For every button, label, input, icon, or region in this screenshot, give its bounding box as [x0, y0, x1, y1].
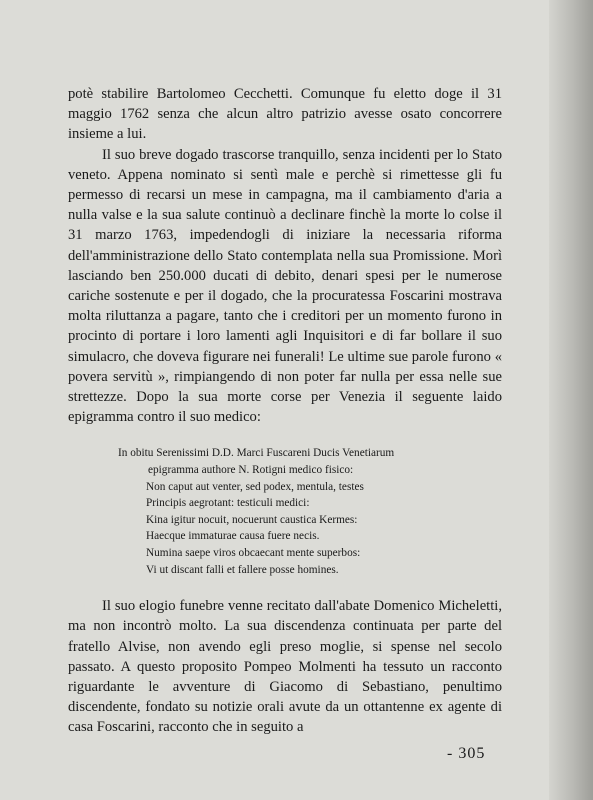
epigram-verse: Kina igitur nocuit, nocuerunt caustica Kermes:	[146, 513, 358, 526]
facing-page-edge	[549, 0, 593, 800]
epigram-heading: In obitu Serenissimi D.D. Marci Fuscareni Ducis Venetiarum	[118, 447, 395, 460]
paragraph-1: potè stabilire Bartolomeo Cecchetti. Comunque fu eletto doge il 31 maggio 1762 senza che alcun altro patrizio avesse osato concorrere insieme a lui.	[68, 86, 502, 143]
page-number: - 305	[447, 745, 486, 762]
main-text	[68, 84, 502, 738]
epigram-verse: Non caput aut venter, sed podex, mentula, testes	[146, 480, 364, 493]
epigram-block	[118, 445, 502, 578]
paragraph-2: Il suo breve dogado trascorse tranquillo, senza incidenti per lo Stato veneto. Appena nominato si sentì male e perchè si rimettesse gli fu permesso di recarsi un mese in campagna, ma il cambiamento d'aria a nulla valse e la sua salute continuò a declinare finchè la morte lo colse il 31 marzo 1763, impedendogli di iniziare la necessaria riforma dell'amministrazione dello Stato contemplata nella sua Promissione. Morì lasciando ben 250.000 ducati di debito, denari spesi per le numerose cariche sostenute e per il dogado, che la procuratessa Foscarini mostrava molta riluttanza a pagare, tanto che i creditori per un momento furono in procinto di portare i loro lamenti agli Inquisitori e di far bollare il suo simulacro, che doveva figurare nei funerali! Le ultime sue parole furono « povera servitù », rimpiangendo di non poter far nulla per essa nelle sue strettezze. Dopo la sua morte corse per Venezia il seguente laido epigramma contro il suo medico:	[68, 146, 502, 426]
epigram-verse: Vi ut discant falli et fallere posse homines.	[146, 563, 339, 576]
epigram-verse: Haecque immaturae causa fuere necis.	[146, 530, 320, 543]
bleed-through-text	[565, 70, 587, 760]
epigram-author: epigramma authore N. Rotigni medico fisico:	[148, 464, 354, 477]
epigram-verse: Numina saepe viros obcaecant mente superbos:	[146, 547, 361, 560]
paragraph-3: Il suo elogio funebre venne recitato dall'abate Domenico Micheletti, ma non incontrò molto. La sua discendenza continuata per parte del fratello Alvise, non avendo egli preso moglie, si spense nel secolo passato. A questo proposito Pompeo Molmenti ha tessuto un racconto riguardante le avventure di Giacomo di Sebastiano, penultimo discendente, fondato su notizie orali avute da un ottantenne ex agente di casa Foscarini, racconto che in seguito a	[68, 598, 502, 736]
epigram-verse: Principis aegrotant: testiculi medici:	[146, 497, 310, 510]
